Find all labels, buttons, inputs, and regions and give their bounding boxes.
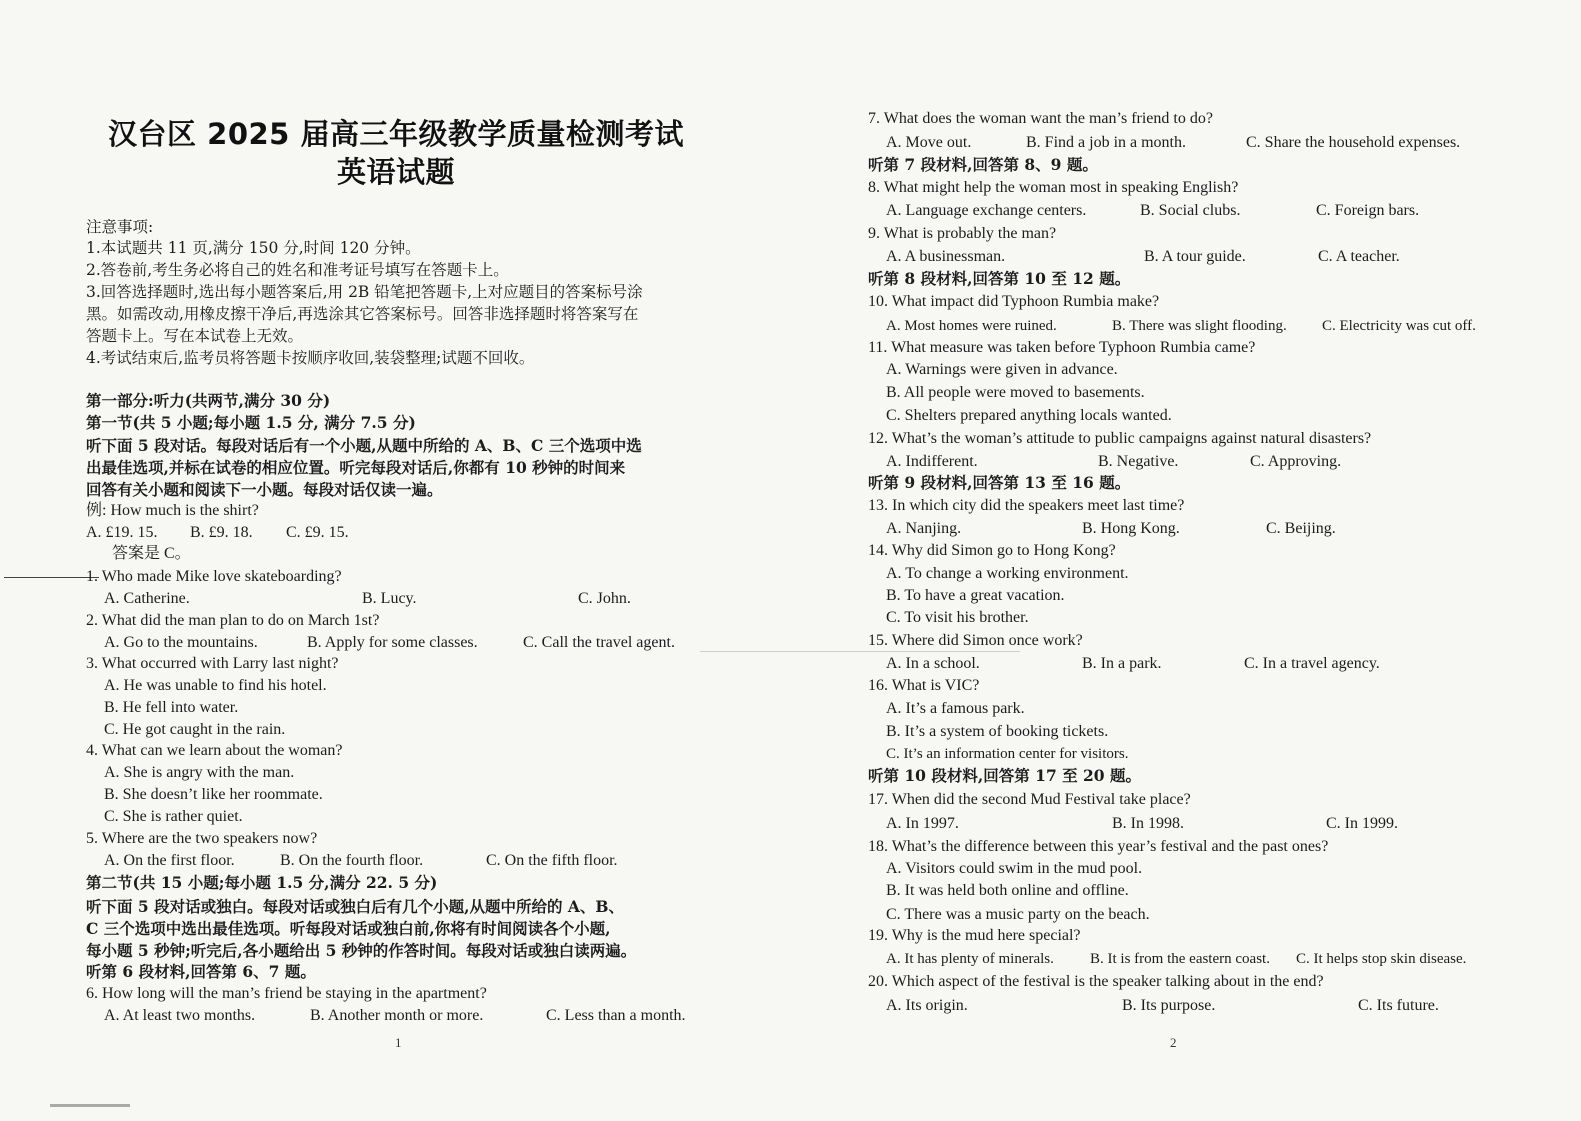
question-16: 16. What is VIC?: [868, 677, 980, 694]
pen-strike-mark: [4, 577, 99, 578]
question-2-options: [104, 633, 675, 653]
notice-item: 答题卡上。写在本试卷上无效。: [86, 327, 304, 345]
exam-subtitle: 英语试题: [336, 155, 455, 189]
option-b: B. Find a job in a month.: [1026, 134, 1186, 151]
notice-item: 1.本试题共 11 页,满分 150 分,时间 120 分钟。: [86, 239, 421, 257]
material-7-heading: 听第 7 段材料,回答第 8、9 题。: [868, 155, 1098, 174]
question-19-options: [886, 949, 1466, 969]
question-9: 9. What is probably the man?: [868, 225, 1057, 242]
option-c: C. Shelters prepared anything locals wanted.: [886, 407, 1172, 424]
option-c: C. He got caught in the rain.: [104, 721, 286, 738]
option-b: B. In a park.: [1082, 655, 1162, 672]
option-c: C. She is rather quiet.: [104, 808, 243, 825]
option-a: A. Warnings were given in advance.: [886, 361, 1118, 378]
question-2: 2. What did the man plan to do on March 1st?: [86, 612, 380, 629]
option-b: B. There was slight flooding.: [1112, 318, 1287, 334]
option-c: C. Call the travel agent.: [523, 634, 675, 651]
option-c: C. Approving.: [1250, 453, 1342, 470]
question-7: 7. What does the woman want the man’s friend to do?: [868, 110, 1213, 127]
option-c: C. Share the household expenses.: [1246, 134, 1461, 151]
question-10: 10. What impact did Typhoon Rumbia make?: [868, 293, 1160, 310]
option-c: C. To visit his brother.: [886, 609, 1029, 626]
option-b: B. In 1998.: [1112, 815, 1184, 832]
section2-instructions: 听下面 5 段对话或独白。每段对话或独白后有几个小题,从题中所给的 A、B、: [86, 897, 624, 916]
example-options: [86, 523, 349, 543]
option-b: B. To have a great vacation.: [886, 587, 1065, 604]
option-b: B. He fell into water.: [104, 699, 239, 716]
question-12-options: [886, 452, 1341, 472]
question-8-options: [886, 201, 1419, 221]
question-12: 12. What’s the woman’s attitude to public campaigns against natural disasters?: [868, 430, 1372, 447]
material-8-heading: 听第 8 段材料,回答第 10 至 12 题。: [868, 269, 1131, 288]
option-b: B. A tour guide.: [1144, 248, 1246, 265]
option-a: A. She is angry with the man.: [104, 764, 295, 781]
notice-item: 2.答卷前,考生务必将自己的姓名和准考证号填写在答题卡上。: [86, 261, 509, 279]
option-c: C. There was a music party on the beach.: [886, 906, 1150, 923]
question-17-options: [886, 814, 1398, 834]
option-c: C. In a travel agency.: [1244, 655, 1380, 672]
question-11: 11. What measure was taken before Typhoon Rumbia came?: [868, 339, 1256, 356]
option-c: C. In 1999.: [1326, 815, 1398, 832]
section2-instructions: 每小题 5 秒钟;听完后,各小题给出 5 秒钟的作答时间。每段对话或独白读两遍。: [86, 941, 637, 960]
option-a: A. In a school.: [886, 655, 980, 672]
option-b: B. Another month or more.: [310, 1007, 484, 1024]
option-b: B. It is from the eastern coast.: [1090, 951, 1270, 967]
scan-mark: [50, 1104, 130, 1107]
question-1-options: [104, 589, 631, 609]
question-8: 8. What might help the woman most in speaking English?: [868, 179, 1239, 196]
section2-instructions: C 三个选项中选出最佳选项。听每段对话或独白前,你将有时间阅读各个小题,: [86, 919, 611, 938]
option-c: C. John.: [578, 590, 631, 607]
option-b: B. She doesn’t like her roommate.: [104, 786, 323, 803]
option-c: C. On the fifth floor.: [486, 852, 618, 869]
example-question: 例: How much is the shirt?: [86, 502, 259, 519]
option-b: B. All people were moved to basements.: [886, 384, 1145, 401]
option-b: B. On the fourth floor.: [280, 852, 424, 869]
question-17: 17. When did the second Mud Festival take place?: [868, 791, 1191, 808]
option-a: A. It’s a famous park.: [886, 700, 1025, 717]
example-option: A. £19. 15.: [86, 524, 158, 541]
page-number-1: 1: [395, 1035, 402, 1050]
option-a: A. It has plenty of minerals.: [886, 951, 1054, 967]
question-4: 4. What can we learn about the woman?: [86, 742, 343, 759]
example-option: B. £9. 18.: [190, 524, 253, 541]
option-a: A. At least two months.: [104, 1007, 256, 1024]
question-19: 19. Why is the mud here special?: [868, 927, 1081, 944]
question-5: 5. Where are the two speakers now?: [86, 830, 318, 847]
option-b: B. Hong Kong.: [1082, 520, 1180, 537]
option-a: A. Go to the mountains.: [104, 634, 258, 651]
material-10-heading: 听第 10 段材料,回答第 17 至 20 题。: [868, 766, 1141, 785]
question-18: 18. What’s the difference between this year’s festival and the past ones?: [868, 838, 1329, 855]
option-b: B. Negative.: [1098, 453, 1179, 470]
section2-heading: 第二节(共 15 小题;每小题 1.5 分,满分 22. 5 分): [86, 873, 438, 892]
option-b: B. Social clubs.: [1140, 202, 1241, 219]
option-a: A. Its origin.: [886, 997, 968, 1014]
question-14: 14. Why did Simon go to Hong Kong?: [868, 542, 1116, 559]
option-a: A. Most homes were ruined.: [886, 318, 1057, 334]
option-a: A. Nanjing.: [886, 520, 962, 537]
notice-item: 黑。如需改动,用橡皮擦干净后,再选涂其它答案标号。回答非选择题时将答案写在: [86, 305, 639, 323]
notice-item: 4.考试结束后,监考员将答题卡按顺序收回,装袋整理;试题不回收。: [86, 349, 535, 367]
option-a: A. On the first floor.: [104, 852, 235, 869]
exam-title: 汉台区 2025 届高三年级教学质量检测考试: [108, 117, 684, 151]
question-10-options: [886, 316, 1476, 336]
material-9-heading: 听第 9 段材料,回答第 13 至 16 题。: [868, 473, 1131, 492]
question-9-options: [886, 247, 1400, 267]
example-answer: 答案是 C。: [112, 545, 191, 562]
option-c: C. Electricity was cut off.: [1322, 318, 1476, 334]
question-13: 13. In which city did the speakers meet last time?: [868, 497, 1185, 514]
question-15-options: [886, 654, 1380, 674]
option-b: B. It was held both online and offline.: [886, 882, 1129, 899]
page-number-2: 2: [1170, 1035, 1177, 1050]
question-3: 3. What occurred with Larry last night?: [86, 655, 339, 672]
section1-instructions: 出最佳选项,并标在试卷的相应位置。听完每段对话后,你都有 10 秒钟的时间来: [86, 458, 626, 477]
option-b: B. It’s a system of booking tickets.: [886, 723, 1109, 740]
option-a: A. Language exchange centers.: [886, 202, 1087, 219]
question-6-options: [104, 1006, 686, 1026]
option-b: B. Apply for some classes.: [307, 634, 478, 651]
part1-heading: 第一部分:听力(共两节,满分 30 分): [86, 391, 331, 410]
question-7-options: [886, 133, 1460, 153]
option-b: B. Lucy.: [362, 590, 417, 607]
option-a: A. Catherine.: [104, 590, 190, 607]
material-6-heading: 听第 6 段材料,回答第 6、7 题。: [86, 962, 316, 981]
question-15: 15. Where did Simon once work?: [868, 632, 1083, 649]
question-1: 1. Who made Mike love skateboarding?: [86, 568, 342, 585]
option-a: A. Move out.: [886, 134, 972, 151]
option-a: A. A businessman.: [886, 248, 1006, 265]
option-c: C. Beijing.: [1266, 520, 1336, 537]
fold-line: [700, 651, 1020, 652]
question-20-options: [886, 996, 1439, 1016]
option-a: A. He was unable to find his hotel.: [104, 677, 327, 694]
section1-instructions: 回答有关小题和阅读下一小题。每段对话仅读一遍。: [86, 480, 443, 499]
option-c: C. Its future.: [1358, 997, 1439, 1014]
notice-item: 3.回答选择题时,选出每小题答案后,用 2B 铅笔把答题卡,上对应题目的答案标号涂: [86, 283, 643, 301]
question-6: 6. How long will the man’s friend be staying in the apartment?: [86, 985, 487, 1002]
option-b: B. Its purpose.: [1122, 997, 1216, 1014]
question-13-options: [886, 519, 1336, 539]
notice-heading: 注意事项:: [86, 218, 154, 236]
option-c: C. It’s an information center for visitors.: [886, 746, 1129, 762]
option-a: A. To change a working environment.: [886, 565, 1129, 582]
option-a: A. In 1997.: [886, 815, 959, 832]
question-5-options: [104, 851, 618, 871]
section1-heading: 第一节(共 5 小题;每小题 1.5 分, 满分 7.5 分): [86, 413, 416, 432]
section1-instructions: 听下面 5 段对话。每段对话后有一个小题,从题中所给的 A、B、C 三个选项中选: [86, 436, 642, 455]
option-c: C. Less than a month.: [546, 1007, 686, 1024]
option-c: C. A teacher.: [1318, 248, 1400, 265]
question-20: 20. Which aspect of the festival is the speaker talking about in the end?: [868, 973, 1324, 990]
option-a: A. Indifferent.: [886, 453, 978, 470]
example-option: C. £9. 15.: [286, 524, 349, 541]
option-c: C. Foreign bars.: [1316, 202, 1420, 219]
option-a: A. Visitors could swim in the mud pool.: [886, 860, 1143, 877]
option-c: C. It helps stop skin disease.: [1296, 951, 1467, 967]
